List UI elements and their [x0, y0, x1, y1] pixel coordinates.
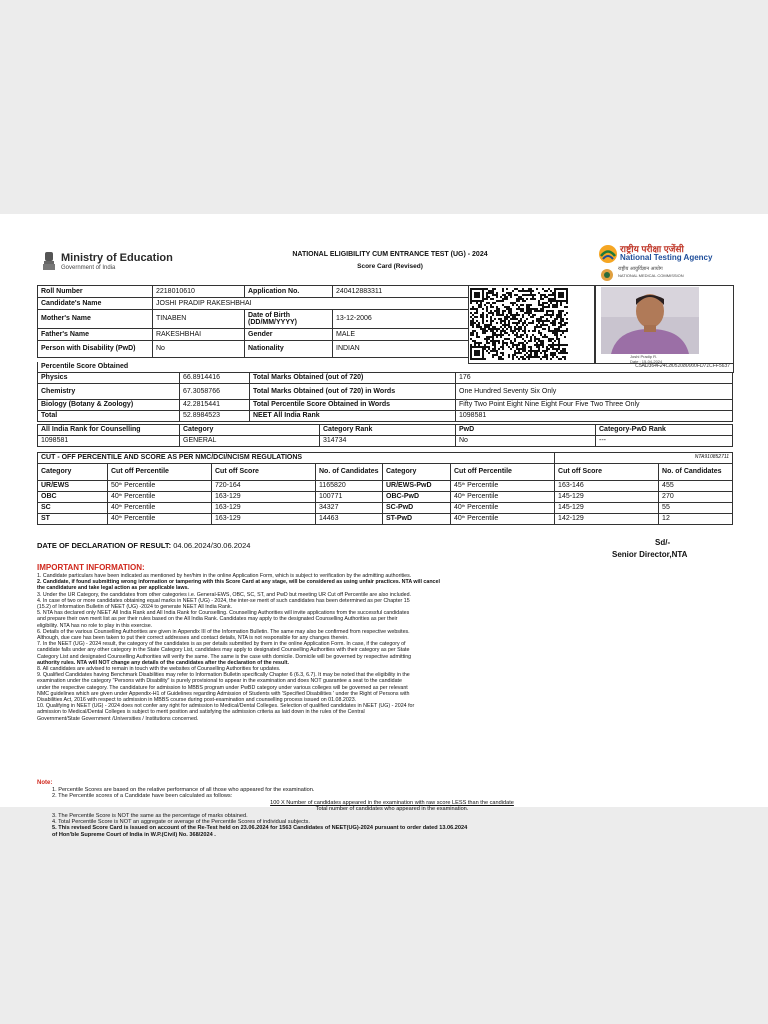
cutoff-code: NTA910852711 — [555, 453, 733, 464]
nmc-hindi-name: राष्ट्रीय आयुर्विज्ञान आयोग — [618, 266, 663, 272]
ordinal-suffix: th — [461, 492, 466, 498]
cutoff-row — [38, 503, 733, 514]
percentile-number: 45 — [454, 482, 462, 490]
cutoff-percentile — [108, 481, 212, 492]
score-card — [0, 214, 768, 838]
info-line: under the respective category. The candidature for admission to MBBS program under PwBD category under various colleges will be governed as per relevant — [37, 684, 408, 691]
candidate-name: JOSHI PRADIP RAKESHBHAI — [153, 298, 469, 310]
important-info-list — [37, 573, 732, 722]
info-line: and prepare their own merit list as per their rules based on the All India Rank. Candidates may apply to the designated Counselling Authorities as per their — [37, 616, 398, 623]
cutoff-score: 163-129 — [212, 514, 316, 525]
note-line: 2. The Percentile scores of a Candidate have been calculated as follows: — [52, 793, 233, 800]
cutoff-pwd-candidates: 12 — [659, 514, 733, 525]
percentile-label: Percentile Score Obtained — [41, 363, 129, 370]
info-line: 7. In the NEET (UG) - 2024 result, the category of the candidates is as per details submitted by them in the online Application Form. In case, if the category of — [37, 641, 406, 648]
signatory: Senior Director,NTA — [612, 550, 688, 559]
cutoff-header: Cut off Percentile — [108, 464, 212, 481]
cutoff-header: Cut off Score — [555, 464, 659, 481]
percentile-number: 40 — [454, 515, 462, 523]
cutoff-row — [38, 492, 733, 503]
score-row — [38, 400, 733, 411]
rank-category-rank: 314734 — [320, 436, 456, 447]
info-line: 5. NTA has declared only NEET All India Rank and All India Rank for Counselling. Counselling Authorities will invite applications from the successful candidates — [37, 610, 410, 617]
nmc-english-name: NATIONAL MEDICAL COMMISSION — [618, 273, 684, 278]
info-line: 10. Qualifying in NEET (UG) - 2024 does not confer any right for admission to Medical/Dental Colleges. Selection of qualified candidates in NEET (UG) - 2024 for — [37, 703, 415, 710]
subject-name: Total — [38, 411, 180, 422]
candidate-details-table — [37, 285, 469, 358]
cutoff-header: Category — [383, 464, 451, 481]
pwd-value: No — [153, 341, 245, 358]
cutoff-pwd-candidates: 55 — [659, 503, 733, 514]
father-label: Father's Name — [38, 329, 153, 341]
photo-caption-name: Joshi Pradip R. — [630, 354, 658, 359]
cutoff-category: ST — [38, 514, 108, 525]
date-of-birth: 13-12-2006 — [333, 310, 469, 329]
mother-name: TINABEN — [153, 310, 245, 329]
score-table — [37, 372, 733, 422]
application-label: Application No. — [245, 286, 333, 298]
percentile-word: Percentile — [467, 493, 499, 501]
percentile-number: 40 — [454, 493, 462, 501]
name-label: Candidate's Name — [38, 298, 153, 310]
rank-header-pwd: PwD — [456, 425, 596, 436]
score-value: 1098581 — [456, 411, 733, 422]
cutoff-table — [37, 452, 733, 525]
cutoff-pwd-percentile — [451, 481, 555, 492]
percentile-number: 40 — [111, 504, 119, 512]
score-row — [38, 373, 733, 384]
note-line: 1. Percentile Scores are based on the relative performance of all those who appeared for the examination. — [52, 787, 315, 793]
nationality: INDIAN — [333, 341, 469, 358]
candidate-photo — [601, 287, 699, 354]
cutoff-category: SC — [38, 503, 108, 514]
score-value: One Hundred Seventy Six Only — [456, 384, 733, 400]
ordinal-suffix: th — [461, 503, 466, 509]
subject-percentile: 42.2815441 — [180, 400, 250, 411]
cutoff-row — [38, 481, 733, 492]
rank-pwd: No — [456, 436, 596, 447]
cutoff-score: 720-164 — [212, 481, 316, 492]
score-label: Total Marks Obtained (out of 720) — [250, 373, 456, 384]
score-label: Total Marks Obtained (out of 720) in Words — [250, 384, 456, 400]
application-number: 240412883311 — [333, 286, 469, 298]
info-line: 6. Details of the various Counselling Authorities are given in Appendix III of the Information Bulletin. The same may also be confirmed from respective websites. — [37, 628, 410, 635]
rank-air: 1098581 — [38, 436, 180, 447]
subject-name: Physics — [38, 373, 180, 384]
cutoff-score: 163-129 — [212, 503, 316, 514]
score-row — [38, 384, 733, 400]
gender-label: Gender — [245, 329, 333, 341]
rank-header-air: All India Rank for Counselling — [38, 425, 180, 436]
nta-english-name: National Testing Agency — [620, 253, 713, 262]
cutoff-candidates: 14463 — [316, 514, 383, 525]
cutoff-header: No. of Candidates — [316, 464, 383, 481]
percentile-word: Percentile — [124, 482, 156, 490]
nmc-logo-icon — [600, 268, 614, 282]
percentile-number: 50 — [111, 482, 119, 490]
info-line: 1. Candidate particulars have been indicated as mentioned by her/him in the online Application Form, which is subject to verification by the admitting authorities. — [37, 573, 412, 579]
note-line: of Hon'ble Supreme Court of India in W.P.(Civil) No. 368/2024 . — [52, 831, 216, 838]
roll-label: Roll Number — [38, 286, 153, 298]
rank-header-category-rank: Category Rank — [320, 425, 456, 436]
cutoff-header: Cut off Percentile — [451, 464, 555, 481]
note-list — [52, 787, 732, 838]
cutoff-pwd-score: 145-129 — [555, 492, 659, 503]
mother-label: Mother's Name — [38, 310, 153, 329]
cutoff-candidates: 100771 — [316, 492, 383, 503]
photo-caption-date: Date : 15-04-2024 — [630, 359, 663, 364]
ordinal-suffix: th — [118, 492, 123, 498]
ministry-name: Ministry of Education — [61, 252, 173, 264]
info-line: (15.2) of Information Bulletin of NEET (UG) -2024 to generate NEET All India Rank. — [37, 604, 233, 611]
cutoff-percentile — [108, 514, 212, 525]
declaration-dates: 04.06.2024/30.06.2024 — [173, 541, 251, 550]
nationality-label: Nationality — [245, 341, 333, 358]
note-title: Note: — [37, 780, 53, 786]
verification-code: C5AD364F24C8051080000FD71CFF5637 — [635, 363, 730, 369]
cutoff-header: No. of Candidates — [659, 464, 733, 481]
cutoff-candidates: 34327 — [316, 503, 383, 514]
score-value: 176 — [456, 373, 733, 384]
cutoff-pwd-candidates: 455 — [659, 481, 733, 492]
cutoff-pwd-score: 142-129 — [555, 514, 659, 525]
info-line: eligibility. NTA has no role to play in this exercise. — [37, 622, 153, 629]
ordinal-suffix: th — [118, 481, 123, 487]
score-card-subtitle: Score Card (Revised) — [357, 263, 423, 270]
subject-name: Chemistry — [38, 384, 180, 400]
cutoff-pwd-percentile — [451, 503, 555, 514]
nta-hindi-name: राष्ट्रीय परीक्षा एजेंसी — [620, 244, 684, 254]
dob-label: Date of Birth (DD/MM/YYYY) — [245, 310, 333, 329]
note-formula-numerator: 100 X Number of candidates appeared in the examination with raw score LESS than the candidate — [270, 799, 514, 806]
score-value: Fifty Two Point Eight Nine Eight Four Five Two Three Only — [456, 400, 733, 411]
cutoff-pwd-score: 145-129 — [555, 503, 659, 514]
percentile-number: 40 — [111, 515, 119, 523]
exam-title: NATIONAL ELIGIBILITY CUM ENTRANCE TEST (UG) - 2024 — [292, 251, 488, 258]
ordinal-suffix: th — [461, 514, 466, 520]
subject-percentile: 52.8984523 — [180, 411, 250, 422]
cutoff-percentile — [108, 503, 212, 514]
cutoff-category: UR/EWS — [38, 481, 108, 492]
cutoff-row — [38, 514, 733, 525]
rank-table — [37, 424, 733, 447]
subject-percentile: 66.8914416 — [180, 373, 250, 384]
percentile-number: 40 — [111, 493, 119, 501]
score-label: NEET All India Rank — [250, 411, 456, 422]
rank-header-category-pwd-rank: Category-PwD Rank — [596, 425, 733, 436]
cutoff-pwd-category: SC-PwD — [383, 503, 451, 514]
cutoff-pwd-category: UR/EWS-PwD — [383, 481, 451, 492]
nta-logo-icon — [598, 244, 618, 264]
cutoff-pwd-score: 163-146 — [555, 481, 659, 492]
gender: MALE — [333, 329, 469, 341]
important-info-title: IMPORTANT INFORMATION: — [37, 563, 145, 572]
percentile-word: Percentile — [124, 493, 156, 501]
cutoff-pwd-candidates: 270 — [659, 492, 733, 503]
info-line: the candidature and take legal action as per applicable laws. — [37, 585, 189, 592]
qr-code-icon — [470, 288, 568, 360]
rank-category: GENERAL — [180, 436, 320, 447]
cutoff-header: Category — [38, 464, 108, 481]
subject-name: Biology (Botany & Zoology) — [38, 400, 180, 411]
info-line: 2. Candidate, if found submitting wrong information or tampering with this Score Card at any stage, will be considered as using unfair practices. NTA will cancel — [37, 579, 440, 586]
cutoff-pwd-percentile — [451, 492, 555, 503]
rank-header-category: Category — [180, 425, 320, 436]
cutoff-pwd-category: ST-PwD — [383, 514, 451, 525]
score-label: Total Percentile Score Obtained in Words — [250, 400, 456, 411]
info-line: authority rules. NTA will NOT change any details of the candidates after the declaration of the result. — [37, 659, 289, 666]
score-card-header — [0, 214, 768, 282]
info-line: NMC guidelines which are given under Appendix-H1 of Guidelines regarding Admission of Students with 'Specified Disabilities ' under the Right of Persons with — [37, 690, 410, 697]
declaration — [37, 541, 250, 550]
subject-percentile: 67.3058766 — [180, 384, 250, 400]
cutoff-score: 163-129 — [212, 492, 316, 503]
info-line: Government/State Government /Universities / Institutions concerned. — [37, 715, 199, 722]
score-row — [38, 411, 733, 422]
cutoff-header: Cut off Score — [212, 464, 316, 481]
percentile-word: Percentile — [467, 504, 499, 512]
info-line: Although, due care has been taken to put their correct addresses and contact details, NTA is not responsible for any changes therein. — [37, 635, 349, 642]
info-line: admission to Medical/Dental Colleges is subject to merit position and satisfying the admission criteria as laid down in the rules of the Central — [37, 709, 365, 716]
father-name: RAKESHBHAI — [153, 329, 245, 341]
note-formula-denominator: Total number of candidates who appeared in the examination. — [315, 806, 469, 813]
roll-number: 2218010610 — [153, 286, 245, 298]
percentile-word: Percentile — [124, 504, 156, 512]
percentile-number: 40 — [454, 504, 462, 512]
cutoff-pwd-percentile — [451, 514, 555, 525]
percentile-word: Percentile — [467, 482, 499, 490]
cutoff-percentile — [108, 492, 212, 503]
rank-category-pwd-rank: --- — [596, 436, 733, 447]
info-line: 8. All candidates are advised to remain in touch with the websites of Counselling Authorities for updates. — [37, 666, 281, 673]
info-line: Disabilities Act, 2016 with respect to admission in MBBS course during post-examination and counselling process issued on 01.08.2023. — [37, 697, 357, 704]
info-line: candidate falls under any other category in the State Category List, candidates may apply to designated Counselling Authorities with their category as per State — [37, 647, 410, 654]
ordinal-suffix: th — [461, 481, 466, 487]
signature-sd: Sd/- — [655, 538, 671, 547]
pwd-label: Person with Disability (PwD) — [38, 341, 153, 358]
info-line: 9. Qualified Candidates having Benchmark Disabilities may refer to Information Bulletin specifically Chapter 6 (6.3, 6.7). It may be noted that the eligibility in the — [37, 672, 410, 679]
ministry-subtitle: Government of India — [61, 265, 116, 271]
note-line: 4. Total Percentile Score is NOT an aggregate or average of the Percentile Scores of individual subjects. — [52, 819, 310, 826]
cutoff-candidates: 1165820 — [316, 481, 383, 492]
ordinal-suffix: th — [118, 514, 123, 520]
national-emblem-icon — [42, 250, 56, 272]
cutoff-category: OBC — [38, 492, 108, 503]
info-line: Category List and designated Counselling Authorities will verify the same. The same is the case with domicile. Domicile will be governed by respective admitting — [37, 653, 412, 660]
cutoff-title: CUT - OFF PERCENTILE AND SCORE AS PER NMC/DCI/NCISM REGULATIONS — [38, 453, 555, 464]
info-line: 3. Under the UR Category, the candidates from other categories i.e. General-EWS, OBC, SC, ST, and PwD but meeting UR Cut off Percentile are also included. — [37, 591, 411, 598]
percentile-word: Percentile — [124, 515, 156, 523]
note-line: 5. This revised Score Card is issued on account of the Re-Test held on 23.06.2024 for 1563 Candidates of NEET(UG)-2024 pursuant to order dated 13.06.2024 — [52, 825, 468, 832]
cutoff-pwd-category: OBC-PwD — [383, 492, 451, 503]
declaration-label: DATE OF DECLARATION OF RESULT: — [37, 541, 172, 550]
note-line: 3. The Percentile Score is NOT the same as the percentage of marks obtained. — [52, 812, 248, 819]
percentile-word: Percentile — [467, 515, 499, 523]
info-line: examination under the category "Persons with Disability" is purely provisional to appear in the examination and does NOT guarantee a seat to the candidate — [37, 678, 402, 685]
info-line: 4. In case of two or more candidates obtaining equal marks in NEET (UG) - 2024, the inter-se merit of such candidates has been determined as per Chapter 15 — [37, 597, 410, 604]
ordinal-suffix: th — [118, 503, 123, 509]
